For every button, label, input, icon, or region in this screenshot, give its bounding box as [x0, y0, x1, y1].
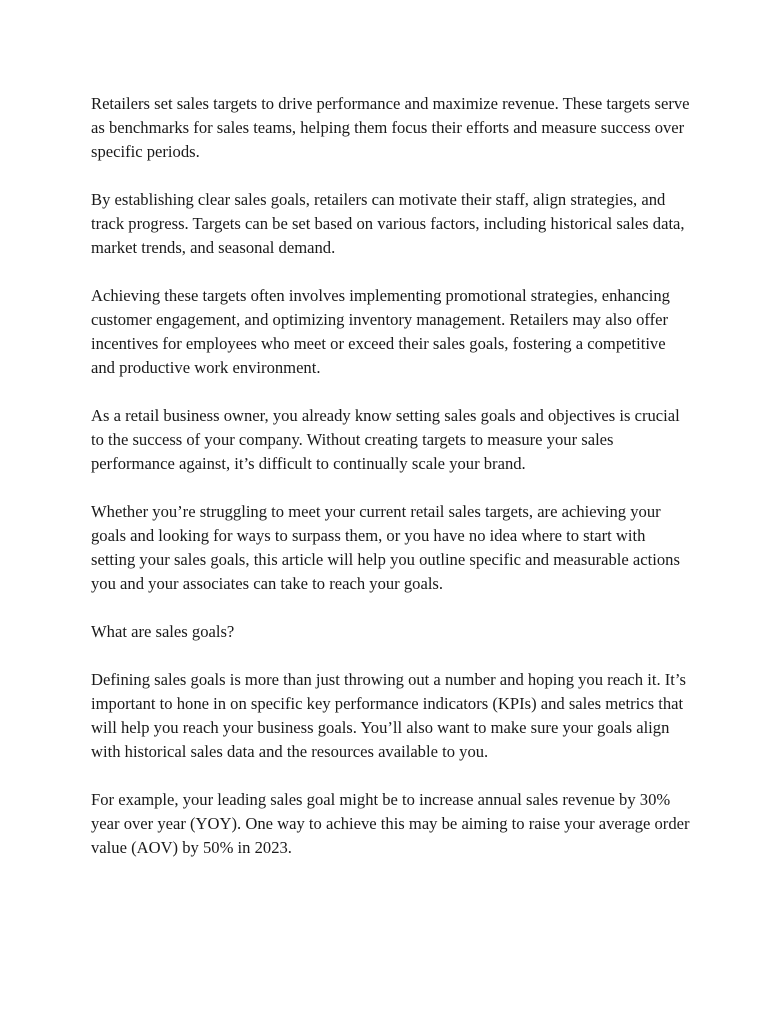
paragraph-sales-targets: Retailers set sales targets to drive performance and maximize revenue. These targets serve as benchmarks for sales teams, helping them focus their efforts and measure success over specific periods. [91, 94, 690, 161]
paragraph-achieving-targets: Achieving these targets often involves implementing promotional strategies, enhancing customer engagement, and optimizing inventory management. Retailers may also offer incentives for employees who meet or exceed their sales goals, fostering a competitive and productive work environment. [91, 286, 670, 377]
paragraph-clear-goals: By establishing clear sales goals, retailers can motivate their staff, align strategies, and track progress. Targets can be set based on various factors, including historical sales data, market trends, and seasonal demand. [91, 190, 685, 257]
document-body [91, 92, 691, 884]
paragraph-article-intro: Whether you’re struggling to meet your current retail sales targets, are achieving your goals and looking for ways to surpass them, or you have no idea where to start with setting your sales goals, this article will help you outline specific and measurable actions you and your associates can take to reach your goals. [91, 502, 680, 593]
paragraph-example: For example, your leading sales goal might be to increase annual sales revenue by 30% year over year (YOY). One way to achieve this may be aiming to raise your average order value (AOV) by 50% in 2023. [91, 790, 690, 857]
section-heading: What are sales goals? [91, 622, 235, 641]
paragraph-business-owner: As a retail business owner, you already know setting sales goals and objectives is crucial to the success of your company. Without creating targets to measure your sales performance against, it’s difficult to continually scale your brand. [91, 406, 680, 473]
paragraph-defining-goals: Defining sales goals is more than just throwing out a number and hoping you reach it. It’s important to hone in on specific key performance indicators (KPIs) and sales metrics that will help you reach your business goals. You’ll also want to make sure your goals align with historical sales data and the resources available to you. [91, 670, 686, 761]
